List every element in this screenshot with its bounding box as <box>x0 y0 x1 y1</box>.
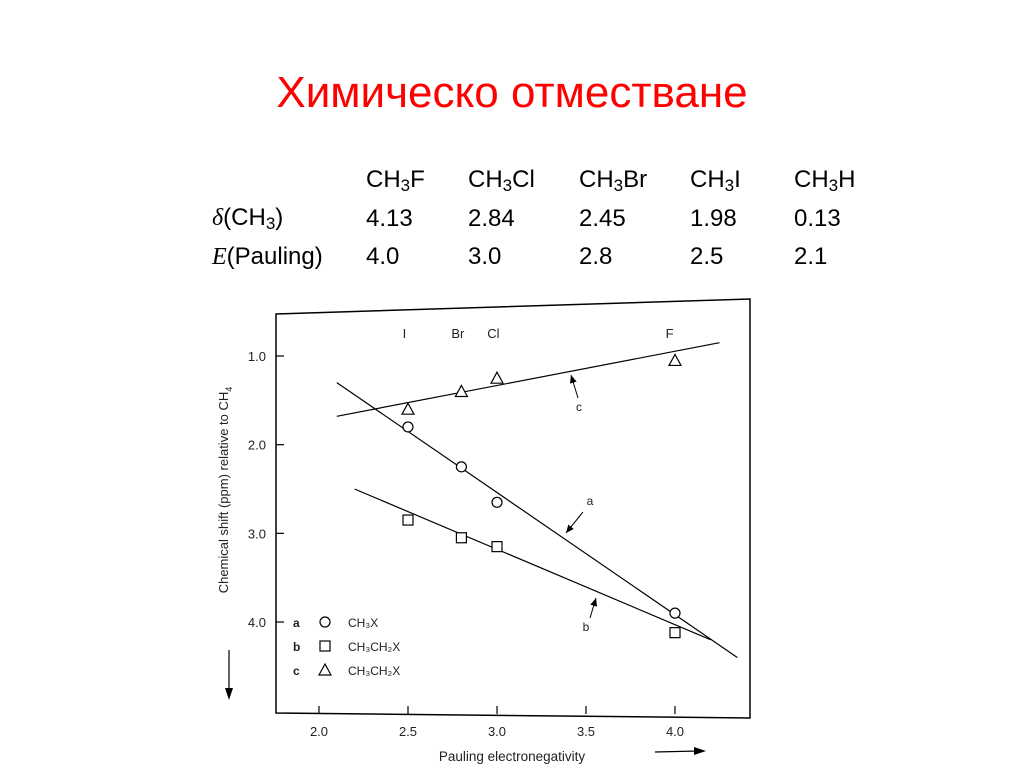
legend-label: CH₃CH₂X <box>348 664 401 678</box>
legend-letter: c <box>293 664 300 678</box>
legend-marker <box>320 641 330 651</box>
element-label: Br <box>451 326 465 341</box>
annotation-label-b: b <box>582 620 590 634</box>
data-point-a <box>403 422 413 432</box>
y-tick-label: 1.0 <box>247 349 266 364</box>
column-header: $CH_3H$ <box>794 166 856 195</box>
table-cell: 2.45 <box>579 205 626 232</box>
x-axis-label: Pauling electronegativity <box>438 749 586 764</box>
x-tick-label: 3.5 <box>576 724 596 739</box>
table-cell: 3.0 <box>468 243 502 270</box>
element-label: Cl <box>487 326 500 341</box>
column-header: $CH_3Br$ <box>579 166 648 195</box>
data-point-b <box>492 542 502 552</box>
table-cell: 0.13 <box>794 205 841 232</box>
row-label: $\delta(CH_3)$ <box>212 204 284 233</box>
x-tick-label: 4.0 <box>665 724 685 739</box>
legend-letter: b <box>293 640 301 654</box>
table-cell: 1.98 <box>690 205 737 232</box>
table-cell: 2.5 <box>690 243 724 270</box>
table-cell: 2.84 <box>468 205 515 232</box>
column-header: $CH_3Cl$ <box>468 166 535 195</box>
y-axis-label: Chemical shift (ppm) relative to $CH_4$ <box>216 386 234 594</box>
data-point-b <box>456 533 466 543</box>
y-axis-arrowhead <box>225 688 233 700</box>
column-header: $CH_3F$ <box>366 166 425 195</box>
x-tick-label: 3.0 <box>487 724 507 739</box>
legend-label: CH₃X <box>348 616 379 630</box>
element-label: F <box>665 326 674 341</box>
data-point-b <box>670 628 680 638</box>
x-axis-arrowhead <box>694 747 706 755</box>
row-label: E(Pauling) <box>212 243 323 270</box>
y-tick-label: 2.0 <box>247 437 266 453</box>
x-axis-arrow <box>655 751 698 752</box>
table-cell: 2.1 <box>794 243 828 270</box>
annotation-label-c: c <box>576 400 582 414</box>
x-tick-label: 2.5 <box>398 724 418 739</box>
annotation-label-a: a <box>586 494 594 508</box>
legend-letter: a <box>293 616 300 630</box>
legend-marker <box>320 617 330 627</box>
y-tick-label: 4.0 <box>247 615 266 631</box>
data-point-b <box>403 515 413 525</box>
data-point-a <box>670 608 680 618</box>
table-cell: 4.0 <box>366 243 400 270</box>
legend-label: CH₃CH₂X <box>348 640 401 654</box>
slide-title: Химическо отместване <box>276 68 748 117</box>
y-tick-label: 3.0 <box>247 526 266 542</box>
column-header: $CH_3I$ <box>690 166 741 195</box>
table-cell: 2.8 <box>579 243 613 270</box>
x-tick-label: 2.0 <box>309 724 329 739</box>
data-point-a <box>456 462 466 472</box>
data-point-a <box>492 497 502 507</box>
table-cell: 4.13 <box>366 205 413 232</box>
element-label: I <box>402 326 407 341</box>
